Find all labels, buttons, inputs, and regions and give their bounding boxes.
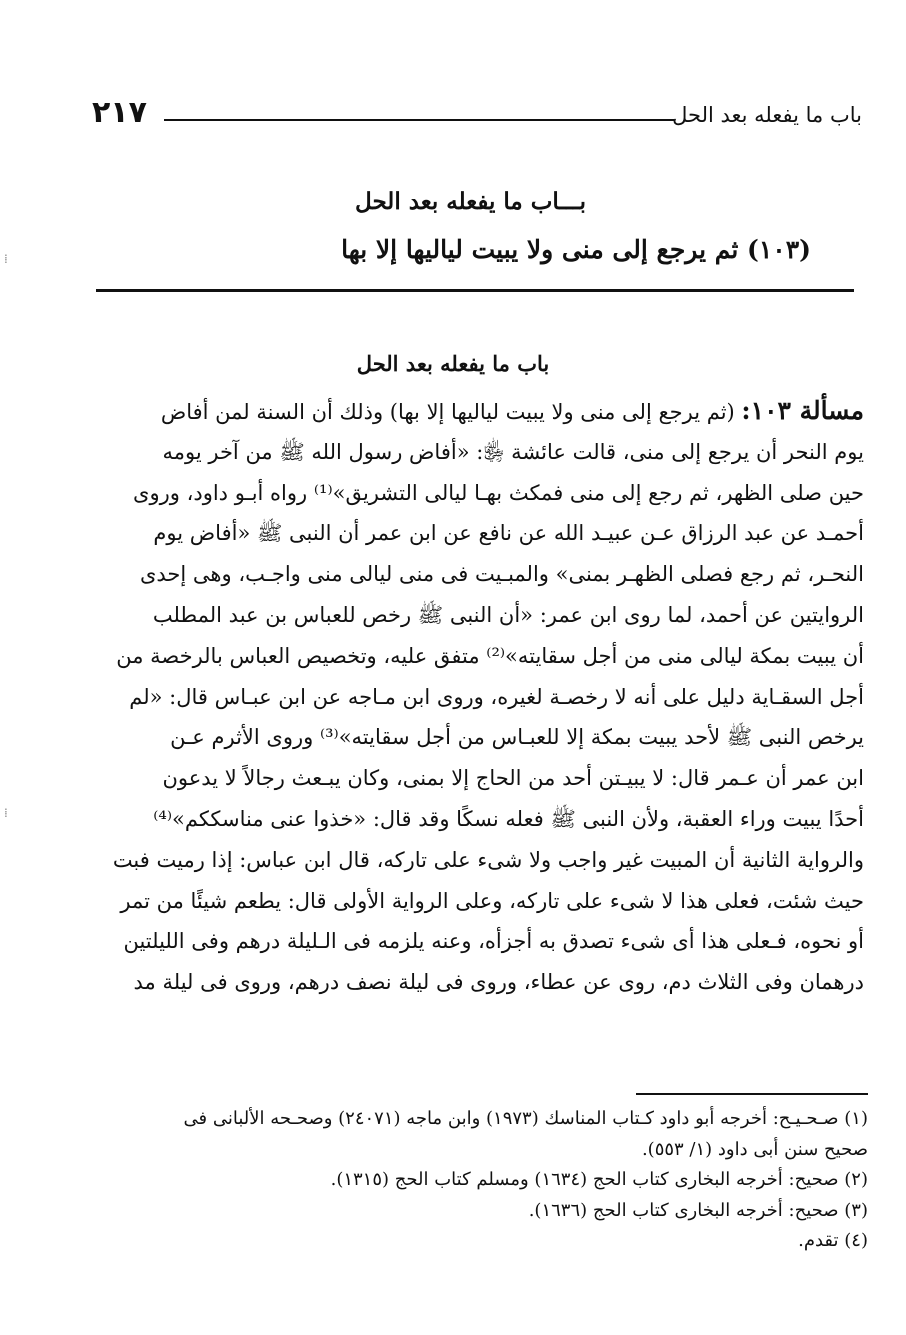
body-line	[96, 391, 864, 432]
running-title: باب ما يفعله بعد الحل	[672, 103, 862, 127]
body-line: أن يبيت بمكة ليالى منى من أجل سقايته»⁽²⁾ متفق عليه، وتخصيص العباس بالرخصة من	[116, 643, 864, 668]
page-number: ٢١٧	[92, 95, 147, 130]
header-rule	[164, 119, 674, 121]
chapter-title: بـــاب ما يفعله بعد الحل	[355, 188, 586, 215]
footnote-line: (١) صـحـيـح: أخرجه أبو داود كـتاب المناسك (١٩٧٣) وابن ماجه (٢٤٠٧١) وصحـحه الألبانى فى	[183, 1108, 868, 1129]
body-line: يوم النحر أن يرجع إلى منى، قالت عائشة ﵂: «أفاض رسول الله ﷺ من آخر يومه	[162, 439, 864, 464]
body-line: والرواية الثانية أن المبيت غير واجب ولا شىء على تاركه، قال ابن عباس: إذا رميت فبت	[112, 847, 864, 872]
body-line: يرخص النبى ﷺ لأحد يبيت بمكة إلا للعبـاس من أجل سقايته»⁽³⁾ وروى الأثرم عـن	[170, 725, 864, 750]
footnote-line: (٣) صحيح: أخرجه البخارى كتاب الحج (١٦٣٦).	[528, 1199, 868, 1221]
masala-heading: (١٠٣) ثم يرجع إلى منى ولا يبيت لياليها إلا بها	[341, 235, 811, 264]
running-header	[92, 95, 862, 135]
footnote-line: (٤) تقدم.	[798, 1230, 868, 1252]
scan-margin-mark: ⁞	[4, 806, 8, 820]
body-line: حين صلى الظهر، ثم رجع إلى منى فمكث بهـا ليالى التشريق»⁽¹⁾ رواه أبـو داود، وروى	[133, 480, 864, 505]
body-line: درهمان وفى الثلاث دم، روى عن عطاء، وروى فى ليلة نصف درهم، وروى فى ليلة مد	[133, 970, 864, 995]
body-line: حيث شئت، فعلى هذا لا شىء على تاركه، وعلى الرواية الأولى قال: يطعم شيئًا من تمر	[120, 888, 864, 913]
body-line-text: (ثم يرجع إلى منى ولا يبيت لياليها إلا بها) وذلك أن السنة لمن أفاض	[160, 400, 742, 424]
body-line: الروايتين عن أحمد، لما روى ابن عمر: «أن النبى ﷺ رخص للعباس بن عبد المطلب	[152, 602, 864, 627]
footnotes	[96, 1104, 868, 1257]
body-line: ابن عمر أن عـمر قال: لا يبيـتن أحد من الحاج إلا بمنى، وكان يبـعث رجالاً لا يدعون	[162, 766, 864, 791]
body-line: أحدًا يبيت وراء العقبة، ولأن النبى ﷺ فعله نسكًا وقد قال: «خذوا عنى مناسككم»⁽⁴⁾	[153, 806, 864, 831]
body-text	[96, 391, 864, 1003]
section-divider	[96, 289, 854, 292]
section-title: باب ما يفعله بعد الحل	[356, 351, 550, 376]
scan-margin-mark: ⁞	[4, 252, 8, 266]
body-line: أجل السقـاية دليل على أنه لا رخصـة لغيره، وروى ابن مـاجه عن ابن عبـاس قال: «لم	[129, 684, 864, 709]
masala-label: مسألة ١٠٣:	[741, 396, 864, 425]
footnote-line: (٢) صحيح: أخرجه البخارى كتاب الحج (١٦٣٤) ومسلم كتاب الحج (١٣١٥).	[330, 1169, 868, 1191]
body-line: أو نحوه، فـعلى هذا أى شىء تصدق به أجزأه، وعنه يلزمه فى الـليلة درهم وفى الليلتين	[123, 929, 864, 954]
footnote-rule	[636, 1093, 868, 1095]
body-line: أحمـد عن عبد الرزاق عـن عبيـد الله عن نافع عن ابن عمر أن النبى ﷺ «أفاض يوم	[153, 521, 864, 546]
body-line: النحـر، ثم رجع فصلى الظهـر بمنى» والمبـيت فى منى ليالى منى واجـب، وهى إحدى	[139, 562, 864, 587]
footnote-line: صحيح سنن أبى داود (١/ ٥٥٣).	[641, 1138, 868, 1160]
